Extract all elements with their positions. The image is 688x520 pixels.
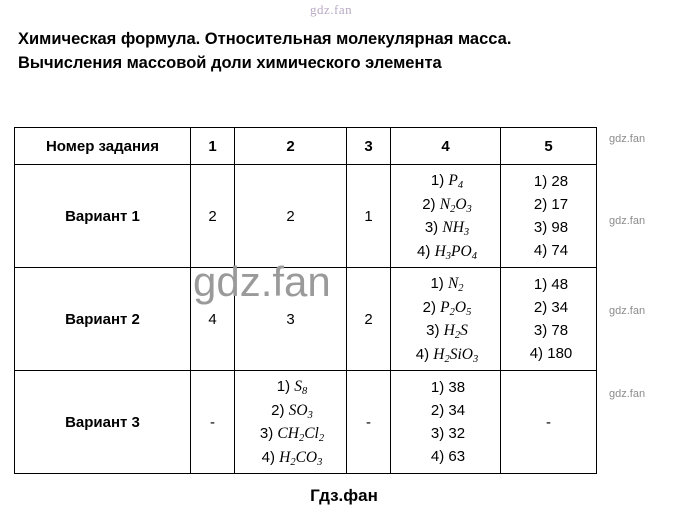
cell-task1: - [191,371,235,474]
answer-item: 3) 98 [533,219,569,236]
variant-label: Вариант 1 [15,165,191,268]
table-row [15,371,597,474]
formula-item: 2) $N_2O_3$ [422,195,472,215]
cell-task3: 2 [347,268,391,371]
cell-task3: - [347,371,391,474]
formula-item: 2) $P_2O_5$ [422,298,472,318]
formula-item: 4) $H_2CO_3$ [261,448,323,468]
answer-item: 1) 28 [533,172,569,190]
answer-item: 3) 32 [430,425,466,442]
cell-task5: - [501,371,597,474]
header-cell-task-number: Номер задания [15,128,191,165]
answer-item: 2) 34 [533,298,569,316]
variant-label: Вариант 2 [15,268,191,371]
watermark-side: gdz.fan [609,215,646,227]
watermark-top: gdz.fan [310,2,353,17]
answer-item: 2) 17 [533,195,569,213]
answer-item: 1) 38 [430,378,466,396]
watermark-side: gdz.fan [609,305,646,317]
formula-item: 4) $H_3PO_4$ [417,242,477,262]
table-row [15,165,597,268]
cell-task2: 2 [235,165,347,268]
page-title-line-2: Вычисления массовой доли химического элемента [18,53,442,72]
header-cell-5: 5 [501,128,597,165]
variant-label: Вариант 3 [15,371,191,474]
cell-task4 [391,165,501,268]
watermark-side: gdz.fan [609,388,646,400]
watermark-center: gdz.fan [193,258,331,305]
formula-item: 2) $SO_3$ [271,401,313,421]
page-title-line-1: Химическая формула. Относительная молекулярная масса. [18,30,512,48]
cell-task2 [235,371,347,474]
page-footer: Гдз.фан [310,486,378,505]
cell-task5 [501,165,597,268]
formula-item: 1) $S_8$ [276,378,308,397]
cell-task4 [391,268,501,371]
formula-item: 3) $CH_2Cl_2$ [259,425,325,444]
answer-item: 4) 74 [533,242,569,260]
header-cell-2: 2 [235,128,347,165]
answer-item: 4) 180 [529,345,573,363]
header-cell-1: 1 [191,128,235,165]
formula-item: 4) $H_2SiO_3$ [415,345,479,365]
cell-task2: 3 [235,268,347,371]
table-header-row [15,128,597,165]
watermark-side: gdz.fan [609,133,646,145]
formula-item: 3) $NH_3$ [424,219,470,238]
formula-item: 1) $N_2$ [430,275,464,294]
formula-item: 3) $H_2S$ [426,322,468,341]
cell-task5 [501,268,597,371]
cell-task4 [391,371,501,474]
answer-item: 1) 48 [533,275,569,293]
cell-task3: 1 [347,165,391,268]
header-cell-4: 4 [391,128,501,165]
formula-item: 1) $P_4$ [430,172,464,191]
answer-item: 2) 34 [430,401,466,419]
answer-item: 3) 78 [533,322,569,339]
header-cell-3: 3 [347,128,391,165]
answer-item: 4) 63 [430,448,466,466]
cell-task1: 4 [191,268,235,371]
page-title [18,28,658,76]
cell-task1: 2 [191,165,235,268]
